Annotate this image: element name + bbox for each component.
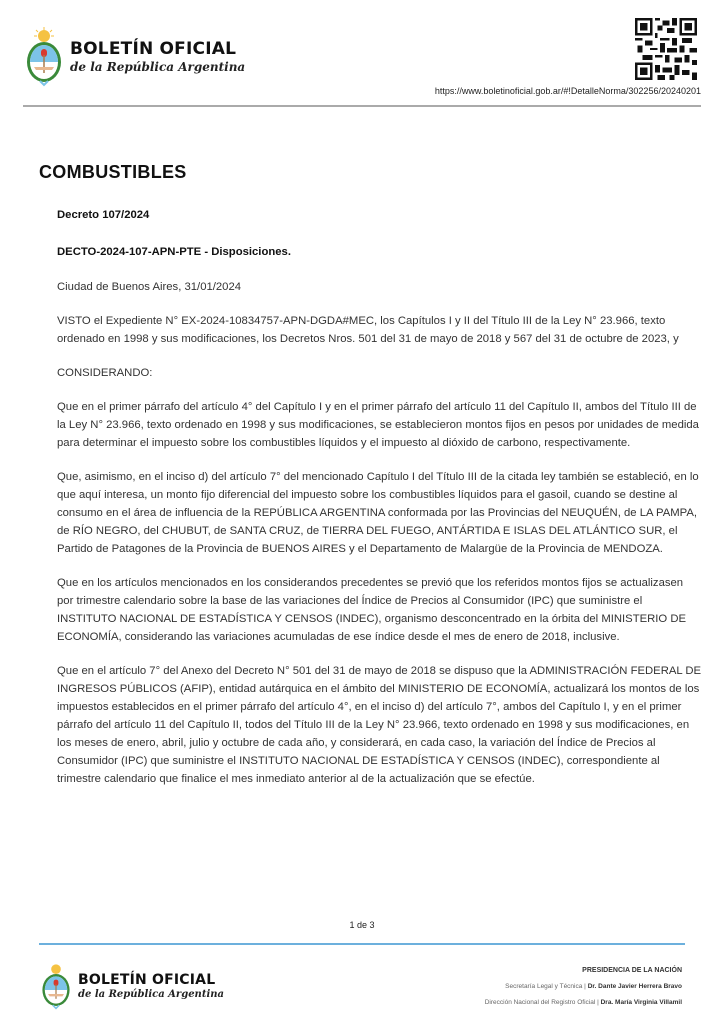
credit-org: Secretaría Legal y Técnica bbox=[505, 983, 583, 990]
presidency-label: PRESIDENCIA DE LA NACIÓN bbox=[582, 967, 682, 974]
header-divider bbox=[23, 105, 701, 107]
page-number: 1 de 3 bbox=[349, 920, 375, 930]
credit-name: Dra. María Virginia Villamil bbox=[600, 999, 682, 1006]
section-title: COMBUSTIBLES bbox=[39, 162, 187, 182]
decree-code: DECTO-2024-107-APN-PTE - Disposiciones. bbox=[57, 246, 291, 258]
brand-title: BOLETÍN OFICIAL bbox=[70, 39, 237, 59]
header-logo bbox=[24, 27, 245, 87]
credit-org: Dirección Nacional del Registro Oficial bbox=[484, 999, 596, 1006]
footer-credits bbox=[485, 963, 682, 1011]
place-date: Ciudad de Buenos Aires, 31/01/2024 bbox=[57, 281, 242, 293]
coat-of-arms-icon bbox=[40, 962, 72, 1010]
document-url[interactable]: https://www.boletinoficial.gob.ar/#!DetalleNorma/302256/20240201 bbox=[434, 86, 701, 96]
credit-separator: | bbox=[597, 999, 599, 1006]
footer-logo bbox=[40, 962, 224, 1010]
qr-code-icon[interactable] bbox=[635, 18, 697, 80]
paragraph: Que en los artículos mencionados en los considerandos precedentes se previó que los referidos montos fijos se actualizasen por trimestre calendario sobre la base de las variaciones del Índice de Precios al Consumidor (IPC) que suministre el INSTITUTO NACIONAL DE ESTADÍSTICA Y CENSOS (INDEC), organismo desconcentrado en la órbita del MINISTERIO DE ECONOMÍA, considerando las variaciones acumuladas de ese índice desde el mes de enero de 2018, inclusive. bbox=[57, 577, 687, 643]
decree-number: Decreto 107/2024 bbox=[57, 209, 150, 221]
footer-brand-subtitle: de la República Argentina bbox=[78, 988, 224, 1000]
paragraph-visto: VISTO el Expediente N° EX-2024-10834757-APN-DGDA#MEC, los Capítulos I y II del Título III de la Ley N° 23.966, texto ordenado en 1998 y sus modificaciones, los Decretos Nros. 501 del 31 de mayo de 2018 y 567 del 31 de octubre de 2023, y bbox=[57, 315, 679, 345]
brand-subtitle: de la República Argentina bbox=[70, 60, 246, 74]
document-body bbox=[57, 206, 702, 804]
credit-separator: | bbox=[584, 983, 586, 990]
footer-brand-title: BOLETÍN OFICIAL bbox=[78, 971, 216, 988]
paragraph: Que en el artículo 7° del Anexo del Decreto N° 501 del 31 de mayo de 2018 se dispuso que la ADMINISTRACIÓN FEDERAL DE INGRESOS PÚBLICOS (AFIP), entidad autárquica en el ámbito del MINISTERIO DE ECONOMÍA, actualizará los montos de los impuestos establecidos en el primer párrafo del artículo 4°, en el inciso d) del artículo 7°, ambos del Capítulo I, y en el primer párrafo del artículo 11 del Capítulo II, todos del Título III de la Ley N° 23.966, texto ordenado en 1998 y sus modificaciones, en los meses de enero, abril, julio y octubre de cada año, y considerará, en cada caso, la variación del Índice de Precios al Consumidor (IPC) que suministre el INSTITUTO NACIONAL DE ESTADÍSTICA Y CENSOS (INDEC), correspondiente al trimestre calendario que finalice el mes inmediato anterior al de la actualización que se efectúe. bbox=[57, 665, 702, 785]
paragraph: Que, asimismo, en el inciso d) del artículo 7° del mencionado Capítulo I del Título III de la citada ley también se estableció, en lo que aquí interesa, un monto fijo diferencial del impuesto sobre los combustibles líquidos para el gasoil, cuando se destine al consumo en el área de influencia de la REPÚBLICA ARGENTINA conformada por las Provincias del NEUQUÉN, de LA PAMPA, de RÍO NEGRO, del CHUBUT, de SANTA CRUZ, de TIERRA DEL FUEGO, ANTÁRTIDA E ISLAS DEL ATLÁNTICO SUR, el Partido de Patagones de la Provincia de BUENOS AIRES y el Departamento de Malargüe de la Provincia de MENDOZA. bbox=[57, 471, 699, 555]
paragraph: Que en el primer párrafo del artículo 4° del Capítulo I y en el primer párrafo del artículo 11 del Capítulo II, ambos del Título III de la Ley N° 23.966, texto ordenado en 1998 y sus modificaciones, se establecieron montos fijos en pesos por unidades de medida para determinar el impuesto sobre los combustibles líquidos y el impuesto al dióxido de carbono, respectivamente. bbox=[57, 401, 699, 449]
credit-line-1 bbox=[485, 979, 682, 995]
paragraph-considerando: CONSIDERANDO: bbox=[57, 367, 153, 379]
credit-name: Dr. Dante Javier Herrera Bravo bbox=[587, 983, 682, 990]
coat-of-arms-icon bbox=[24, 27, 64, 87]
credit-line-2 bbox=[485, 995, 682, 1011]
footer-divider bbox=[39, 943, 685, 945]
